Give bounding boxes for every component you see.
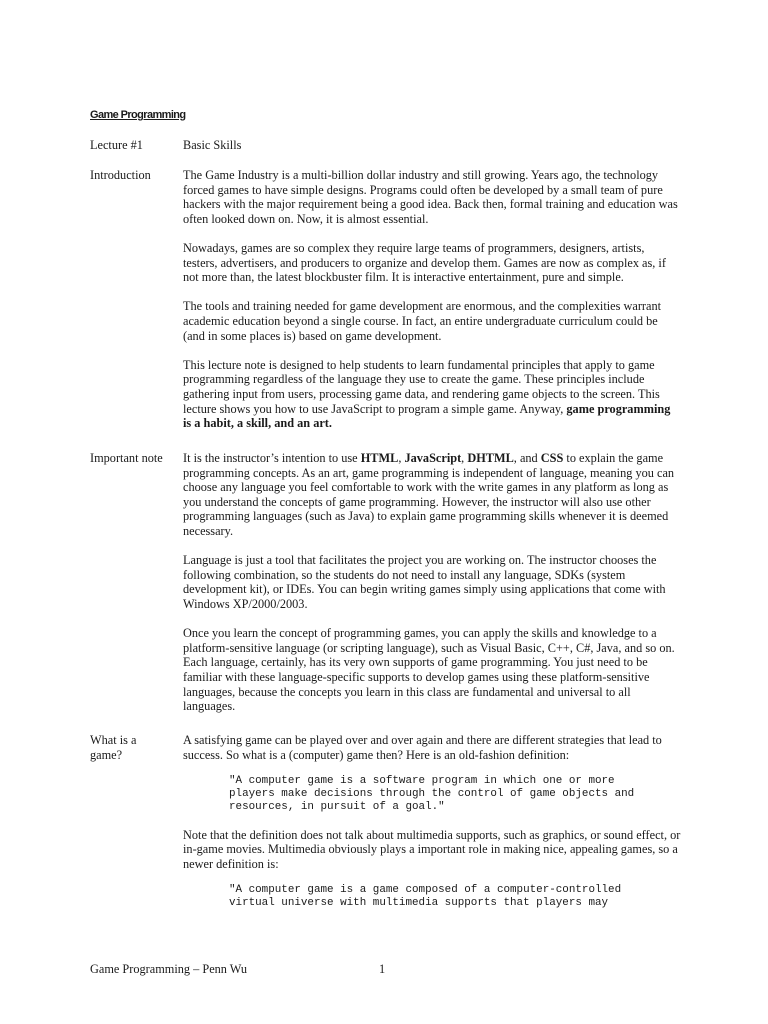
introduction-body [183,168,681,431]
important-note-paragraph [183,451,681,539]
emphasis-text: game programming is a habit, a skill, and an art. [183,401,671,431]
document-title: Game Programming [90,109,186,121]
page-number: 1 [379,962,386,976]
lecture-label: Lecture #1 [90,138,143,152]
keyword-css: CSS [540,451,564,465]
footer-title: Game Programming – Penn Wu [90,962,248,976]
separator: , [461,451,465,465]
important-note-body [183,451,681,714]
keyword-javascript: JavaScript [404,451,462,465]
important-note-paragraph: Once you learn the concept of programming games, you can apply the skills and knowledge to a platform-sensitive language (or scripting language), such as Visual Basic, C++, C#, Java, and so on. Each language, certainly, has its very own supports of game programming. You just need to be familiar with these language-specific supports to develop games using these platform-sensitive languages, because the concepts you learn in this class are fundamental and universal to all languages. [183,626,675,714]
introduction-label: Introduction [90,168,151,182]
what-is-game-body [183,733,681,924]
paragraph-text: This lecture note is designed to help students to learn fundamental principles that apply to game programming regardless of the language they use to create the game. These principles include gathering input from users, processing game data, and rendering game objects to the screen. This lecture shows you how to use JavaScript to program a simple game. Anyway, [183,357,660,416]
keyword-html: HTML [360,451,399,465]
introduction-paragraph: The tools and training needed for game development are enormous, and the complexities warrant academic education beyond a single course. In fact, an entire undergraduate curriculum could be (and in some places is) based on game development. [183,299,662,343]
separator: , [398,451,402,465]
definition-quote: "A computer game is a software program in which one or more players make decisions through the control of game objects and resources, in pursuit of a goal." [229,774,635,814]
introduction-paragraph: The Game Industry is a multi-billion dollar industry and still growing. Years ago, the technology forced games to have simple designs. Programs could often be developed by a small team of pure hackers with the major requirement being a good idea. Back then, formal training and education was often looked down on. Now, it is almost essential. [183,168,678,226]
important-note-paragraph: Language is just a tool that facilitates the project you are working on. The instructor chooses the following combination, so the students do not need to install any language, SDKs (system development kit), or IDEs. You can begin writing games simply using applications that come with Windows XP/2000/2003. [183,553,666,611]
what-is-game-label [90,733,178,762]
important-note-label: Important note [90,451,163,465]
keyword-dhtml: DHTML [467,451,514,465]
lecture-topic: Basic Skills [183,138,242,152]
separator: , and [513,451,538,465]
label-line: What is a [90,733,137,747]
paragraph-text: It is the instructor’s intention to use [183,451,358,465]
introduction-paragraph: Nowadays, games are so complex they require large teams of programmers, designers, artists, testers, advertisers, and producers to organize and develop them. Games are now as complex as, if not more than, the latest blockbuster film. It is interactive entertainment, pure and simple. [183,240,666,285]
what-is-game-paragraph: Note that the definition does not talk about multimedia supports, such as graphics, or sound effect, or in-game movies. Multimedia obviously plays a important role in making nice, appealing games, so a newer definition is: [183,827,681,871]
what-is-game-paragraph: A satisfying game can be played over and over again and there are different strategies that lead to success. So what is a (computer) game then? Here is an old-fashion definition: [183,733,662,762]
introduction-paragraph [183,358,681,431]
paragraph-text: to explain the game programming concepts. As an art, game programming is independent of language, meaning you can choose any language you feel comfortable to work with the write games in any platform as long as you understand the concepts of game programming. However, the instructor will also use other programming languages (such as Java) to explain game programming skills whenever it is deemed necessary. [183,451,675,538]
label-line: game? [90,747,123,762]
definition-quote: "A computer game is a game composed of a computer-controlled virtual universe with multimedia supports that players may [229,884,622,910]
